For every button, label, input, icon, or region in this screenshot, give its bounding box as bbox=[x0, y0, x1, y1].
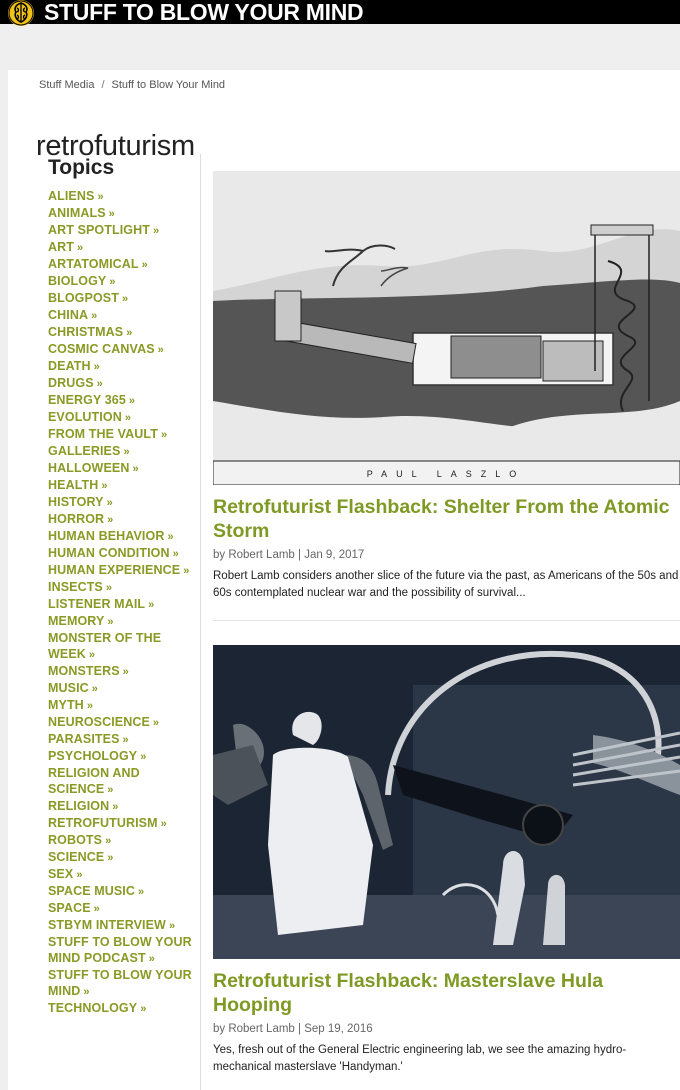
chevron-right-icon: » bbox=[108, 208, 115, 220]
topic-label: MYTH bbox=[48, 698, 84, 712]
chevron-right-icon: » bbox=[148, 599, 155, 611]
topic-label: ENERGY 365 bbox=[48, 393, 126, 407]
breadcrumb-separator: / bbox=[101, 79, 105, 91]
breadcrumb bbox=[39, 79, 225, 91]
chevron-right-icon: » bbox=[107, 852, 114, 864]
chevron-right-icon: » bbox=[76, 869, 83, 881]
chevron-right-icon: » bbox=[107, 616, 114, 628]
topic-link[interactable] bbox=[48, 341, 196, 358]
topic-link[interactable] bbox=[48, 358, 196, 375]
topic-label: GALLERIES bbox=[48, 444, 121, 458]
chevron-right-icon: » bbox=[132, 463, 139, 475]
topic-link[interactable] bbox=[48, 697, 196, 714]
chevron-right-icon: » bbox=[91, 310, 98, 322]
topic-label: ROBOTS bbox=[48, 833, 103, 847]
topic-label: MEMORY bbox=[48, 614, 105, 628]
chevron-right-icon: » bbox=[93, 361, 100, 373]
topic-label: ANIMALS bbox=[48, 206, 106, 220]
topic-label: MONSTERS bbox=[48, 664, 120, 678]
topic-link[interactable] bbox=[48, 188, 196, 205]
page-title: retrofuturism bbox=[36, 130, 195, 163]
chevron-right-icon: » bbox=[160, 429, 168, 441]
topic-link[interactable] bbox=[48, 798, 196, 815]
topic-label: COSMIC CANVAS bbox=[48, 342, 155, 356]
chevron-right-icon: » bbox=[128, 395, 136, 407]
article-title[interactable]: Retrofuturist Flashback: Masterslave Hula Hooping bbox=[213, 970, 604, 1016]
topic-link[interactable] bbox=[48, 815, 196, 832]
chevron-right-icon: » bbox=[96, 378, 103, 390]
topic-list bbox=[48, 188, 200, 1017]
chevron-right-icon: » bbox=[122, 734, 129, 746]
topic-link[interactable] bbox=[48, 375, 196, 392]
topic-label: STBYM INTERVIEW bbox=[48, 918, 166, 932]
topic-link[interactable] bbox=[48, 630, 196, 663]
topic-link[interactable] bbox=[48, 900, 196, 917]
chevron-right-icon: » bbox=[122, 666, 129, 678]
chevron-right-icon: » bbox=[112, 801, 119, 813]
chevron-right-icon: » bbox=[140, 1003, 147, 1015]
topic-link[interactable] bbox=[48, 511, 196, 528]
topic-label: HUMAN BEHAVIOR bbox=[48, 529, 165, 543]
topic-label: STUFF TO BLOW YOUR MIND bbox=[48, 968, 192, 998]
image-caption: PAUL LASZLO bbox=[366, 469, 526, 479]
topic-label: ART bbox=[48, 240, 74, 254]
article-list bbox=[213, 171, 680, 1076]
topic-link[interactable] bbox=[48, 426, 196, 443]
topic-label: TECHNOLOGY bbox=[48, 1001, 138, 1015]
topic-link[interactable] bbox=[48, 731, 196, 748]
topics-heading: Topics bbox=[48, 156, 115, 179]
topic-label: SEX bbox=[48, 867, 74, 881]
topic-label: RETROFUTURISM bbox=[48, 816, 158, 830]
topic-label: MUSIC bbox=[48, 681, 89, 695]
topic-label: HEALTH bbox=[48, 478, 99, 492]
topics-sidebar bbox=[48, 154, 201, 1090]
chevron-right-icon: » bbox=[107, 514, 114, 526]
topic-label: DRUGS bbox=[48, 376, 94, 390]
breadcrumb-link-stuff-media[interactable]: Stuff Media bbox=[39, 79, 95, 91]
topic-link[interactable] bbox=[48, 934, 196, 967]
topic-label: NEUROSCIENCE bbox=[48, 715, 150, 729]
chevron-right-icon: » bbox=[101, 480, 108, 492]
topic-label: STUFF TO BLOW YOUR MIND PODCAST bbox=[48, 935, 192, 965]
chevron-right-icon: » bbox=[97, 191, 104, 203]
chevron-right-icon: » bbox=[148, 953, 155, 965]
topic-link[interactable] bbox=[48, 477, 196, 494]
topic-label: RELIGION bbox=[48, 799, 110, 813]
chevron-right-icon: » bbox=[152, 717, 160, 729]
topic-label: LISTENER MAIL bbox=[48, 597, 146, 611]
topic-link[interactable] bbox=[48, 273, 196, 290]
topic-link[interactable] bbox=[48, 714, 196, 731]
topic-label: CHINA bbox=[48, 308, 89, 322]
topic-link[interactable] bbox=[48, 324, 196, 341]
topic-link[interactable] bbox=[48, 409, 196, 426]
breadcrumb-link-stbym[interactable]: Stuff to Blow Your Mind bbox=[111, 79, 226, 91]
topic-link[interactable] bbox=[48, 866, 196, 883]
article-image-shelter[interactable] bbox=[213, 171, 680, 485]
topic-link[interactable] bbox=[48, 849, 196, 866]
chevron-right-icon: » bbox=[121, 293, 129, 305]
article-card bbox=[213, 171, 680, 602]
topic-label: ART SPOTLIGHT bbox=[48, 223, 150, 237]
brain-logo-icon[interactable] bbox=[8, 0, 34, 26]
topic-label: SCIENCE bbox=[48, 850, 105, 864]
topic-link[interactable] bbox=[48, 205, 196, 222]
chevron-right-icon: » bbox=[141, 259, 148, 271]
topic-link[interactable] bbox=[48, 967, 196, 1000]
chevron-right-icon: » bbox=[124, 412, 132, 424]
chevron-right-icon: » bbox=[91, 683, 98, 695]
chevron-right-icon: » bbox=[105, 582, 113, 594]
main-page bbox=[8, 70, 680, 1090]
chevron-right-icon: » bbox=[88, 649, 96, 661]
chevron-right-icon: » bbox=[83, 986, 90, 998]
chevron-right-icon: » bbox=[172, 548, 179, 560]
chevron-right-icon: » bbox=[106, 497, 113, 509]
article-title[interactable]: Retrofuturist Flashback: Shelter From the Atomic Storm bbox=[213, 496, 670, 542]
topic-label: HISTORY bbox=[48, 495, 104, 509]
chevron-right-icon: » bbox=[93, 903, 100, 915]
topic-link[interactable] bbox=[48, 290, 196, 307]
topic-link[interactable] bbox=[48, 562, 196, 579]
topic-link[interactable] bbox=[48, 307, 196, 324]
chevron-right-icon: » bbox=[126, 327, 133, 339]
topic-label: HALLOWEEN bbox=[48, 461, 130, 475]
topic-label: CHRISTMAS bbox=[48, 325, 124, 339]
article-summary: Robert Lamb considers another slice of the future via the past, as Americans of the 50s and 60s contemplated nuclear war and the possibility of survival... bbox=[213, 570, 679, 599]
chevron-right-icon: » bbox=[140, 751, 147, 763]
site-title[interactable]: STUFF TO BLOW YOUR MIND bbox=[44, 0, 364, 25]
topic-label: SPACE bbox=[48, 901, 91, 915]
chevron-right-icon: » bbox=[160, 818, 167, 830]
chevron-right-icon: » bbox=[123, 446, 130, 458]
topic-link[interactable] bbox=[48, 392, 196, 409]
topic-label: HUMAN EXPERIENCE bbox=[48, 563, 181, 577]
chevron-right-icon: » bbox=[157, 344, 164, 356]
article-byline: by Robert Lamb | Jan 9, 2017 bbox=[213, 549, 365, 561]
topic-label: PSYCHOLOGY bbox=[48, 749, 138, 763]
topic-link[interactable] bbox=[48, 765, 196, 798]
topic-link[interactable] bbox=[48, 613, 196, 630]
topic-link[interactable] bbox=[48, 680, 196, 697]
topic-label: HORROR bbox=[48, 512, 105, 526]
topic-label: EVOLUTION bbox=[48, 410, 122, 424]
topic-link[interactable] bbox=[48, 494, 196, 511]
topic-label: MONSTER OF THE WEEK bbox=[48, 631, 162, 661]
site-header bbox=[0, 0, 680, 24]
chevron-right-icon: » bbox=[153, 225, 160, 237]
article-card bbox=[213, 645, 680, 1076]
topic-link[interactable] bbox=[48, 256, 196, 273]
topic-label: DEATH bbox=[48, 359, 91, 373]
topic-label: FROM THE VAULT bbox=[48, 427, 158, 441]
topic-link[interactable] bbox=[48, 1000, 196, 1017]
topic-label: SPACE MUSIC bbox=[48, 884, 135, 898]
chevron-right-icon: » bbox=[105, 835, 112, 847]
topic-link[interactable] bbox=[48, 460, 196, 477]
article-image-masterslave[interactable] bbox=[213, 645, 680, 959]
chevron-right-icon: » bbox=[168, 920, 176, 932]
topic-link[interactable] bbox=[48, 883, 196, 900]
chevron-right-icon: » bbox=[77, 242, 84, 254]
topic-link[interactable] bbox=[48, 917, 196, 934]
topic-link[interactable] bbox=[48, 748, 196, 765]
topic-link[interactable] bbox=[48, 596, 196, 613]
topic-label: INSECTS bbox=[48, 580, 103, 594]
topic-link[interactable] bbox=[48, 579, 196, 596]
topic-label: HUMAN CONDITION bbox=[48, 546, 170, 560]
chevron-right-icon: » bbox=[183, 565, 190, 577]
topic-link[interactable] bbox=[48, 832, 196, 849]
topic-link[interactable] bbox=[48, 443, 196, 460]
chevron-right-icon: » bbox=[107, 784, 114, 796]
article-divider bbox=[213, 620, 680, 621]
article-byline: by Robert Lamb | Sep 19, 2016 bbox=[213, 1023, 373, 1035]
topic-link[interactable] bbox=[48, 545, 196, 562]
chevron-right-icon: » bbox=[86, 700, 94, 712]
article-summary: Yes, fresh out of the General Electric engineering lab, we see the amazing hydro-mechanical masterslave 'Handyman.' bbox=[213, 1044, 627, 1073]
topic-label: BIOLOGY bbox=[48, 274, 107, 288]
topic-label: RELIGION AND SCIENCE bbox=[48, 766, 140, 796]
topic-link[interactable] bbox=[48, 663, 196, 680]
topic-link[interactable] bbox=[48, 222, 196, 239]
topic-link[interactable] bbox=[48, 528, 196, 545]
chevron-right-icon: » bbox=[109, 276, 116, 288]
topic-link[interactable] bbox=[48, 239, 196, 256]
topic-label: PARASITES bbox=[48, 732, 120, 746]
topic-label: ALIENS bbox=[48, 189, 95, 203]
chevron-right-icon: » bbox=[167, 531, 174, 543]
chevron-right-icon: » bbox=[138, 886, 145, 898]
topic-label: BLOGPOST bbox=[48, 291, 119, 305]
topic-label: ARTATOMICAL bbox=[48, 257, 139, 271]
